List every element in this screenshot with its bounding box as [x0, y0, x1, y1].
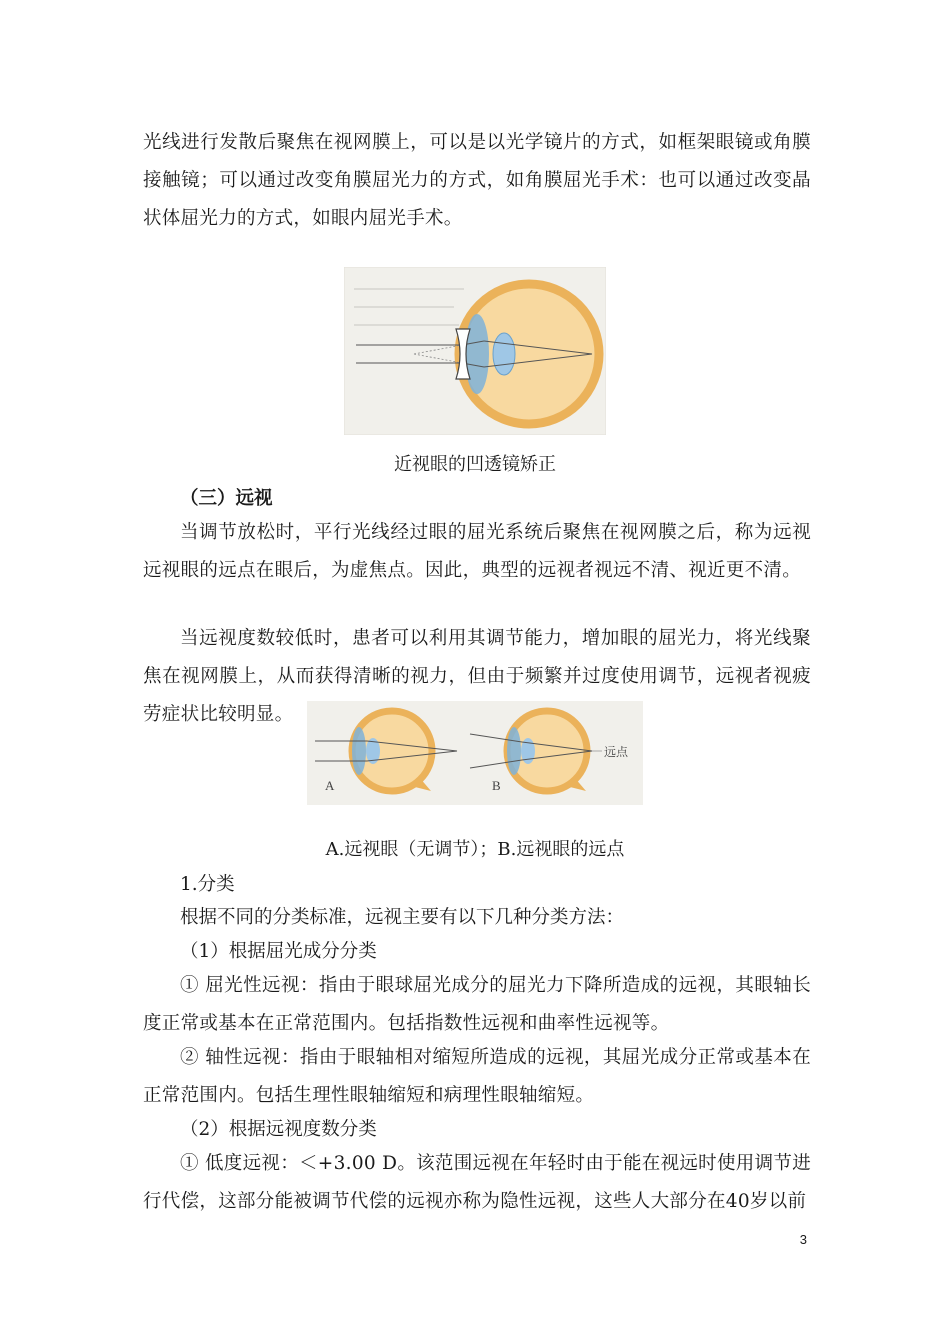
page-number: 3 [799, 1232, 807, 1247]
section-heading-hyperopia: （三）远视 [180, 488, 273, 509]
heading-by-degree: （2）根据远视度数分类 [180, 1119, 377, 1140]
cornea-icon [465, 314, 489, 394]
figure-label-b: B [492, 778, 501, 793]
figure-caption-hyperopia: A.远视眼（无调节）；B.远视眼的远点 [325, 839, 625, 860]
paragraph-axial-hyperopia: ② 轴性远视：指由于眼轴相对缩短所造成的远视，其屈光成分正常或基本在正常范围内。包括生理性眼轴缩短和病理性眼轴缩短。 [143, 1047, 811, 1106]
figure-caption-myopia: 近视眼的凹透镜矫正 [394, 454, 556, 475]
heading-by-component: （1）根据屈光成分分类 [180, 941, 377, 962]
heading-classification: 1.分类 [180, 874, 235, 895]
paragraph-classification-methods: 根据不同的分类标准，远视主要有以下几种分类方法： [180, 907, 625, 928]
far-point-label: 远点 [604, 745, 629, 759]
figure-myopia-correction [344, 267, 606, 435]
paragraph-correction-methods: 光线进行发散后聚焦在视网膜上，可以是以光学镜片的方式，如框架眼镜或角膜接触镜；可以通过改变角膜屈光力的方式，如角膜屈光手术：也可以通过改变晶状体屈光力的方式，如眼内屈光手术。 [143, 132, 811, 229]
paragraph-low-degree-hyperopia: ① 低度远视：＜+3.00 D。该范围远视在年轻时由于能在视远时使用调节进行代偿，这部分能被调节代偿的远视亦称为隐性远视，这些人大部分在40岁以前 [143, 1153, 811, 1212]
figure-hyperopia-far-point [307, 701, 643, 805]
paragraph-hyperopia-definition: 当调节放松时，平行光线经过眼的屈光系统后聚焦在视网膜之后，称为远视远视眼的远点在眼后，为虚焦点。因此，典型的远视者视远不清、视近更不清。 [143, 522, 811, 581]
paragraph-low-hyperopia: 当远视度数较低时，患者可以利用其调节能力，增加眼的屈光力，将光线聚焦在视网膜上，从而获得清晰的视力，但由于频繁并过度使用调节，远视者视疲劳症状比较明显。 [143, 628, 811, 725]
lens-icon [493, 333, 515, 375]
figure-label-a: A [325, 778, 335, 793]
paragraph-refractive-hyperopia: ① 屈光性远视：指由于眼球屈光成分的屈光力下降所造成的远视，其眼轴长度正常或基本在正常范围内。包括指数性远视和曲率性远视等。 [143, 975, 811, 1034]
